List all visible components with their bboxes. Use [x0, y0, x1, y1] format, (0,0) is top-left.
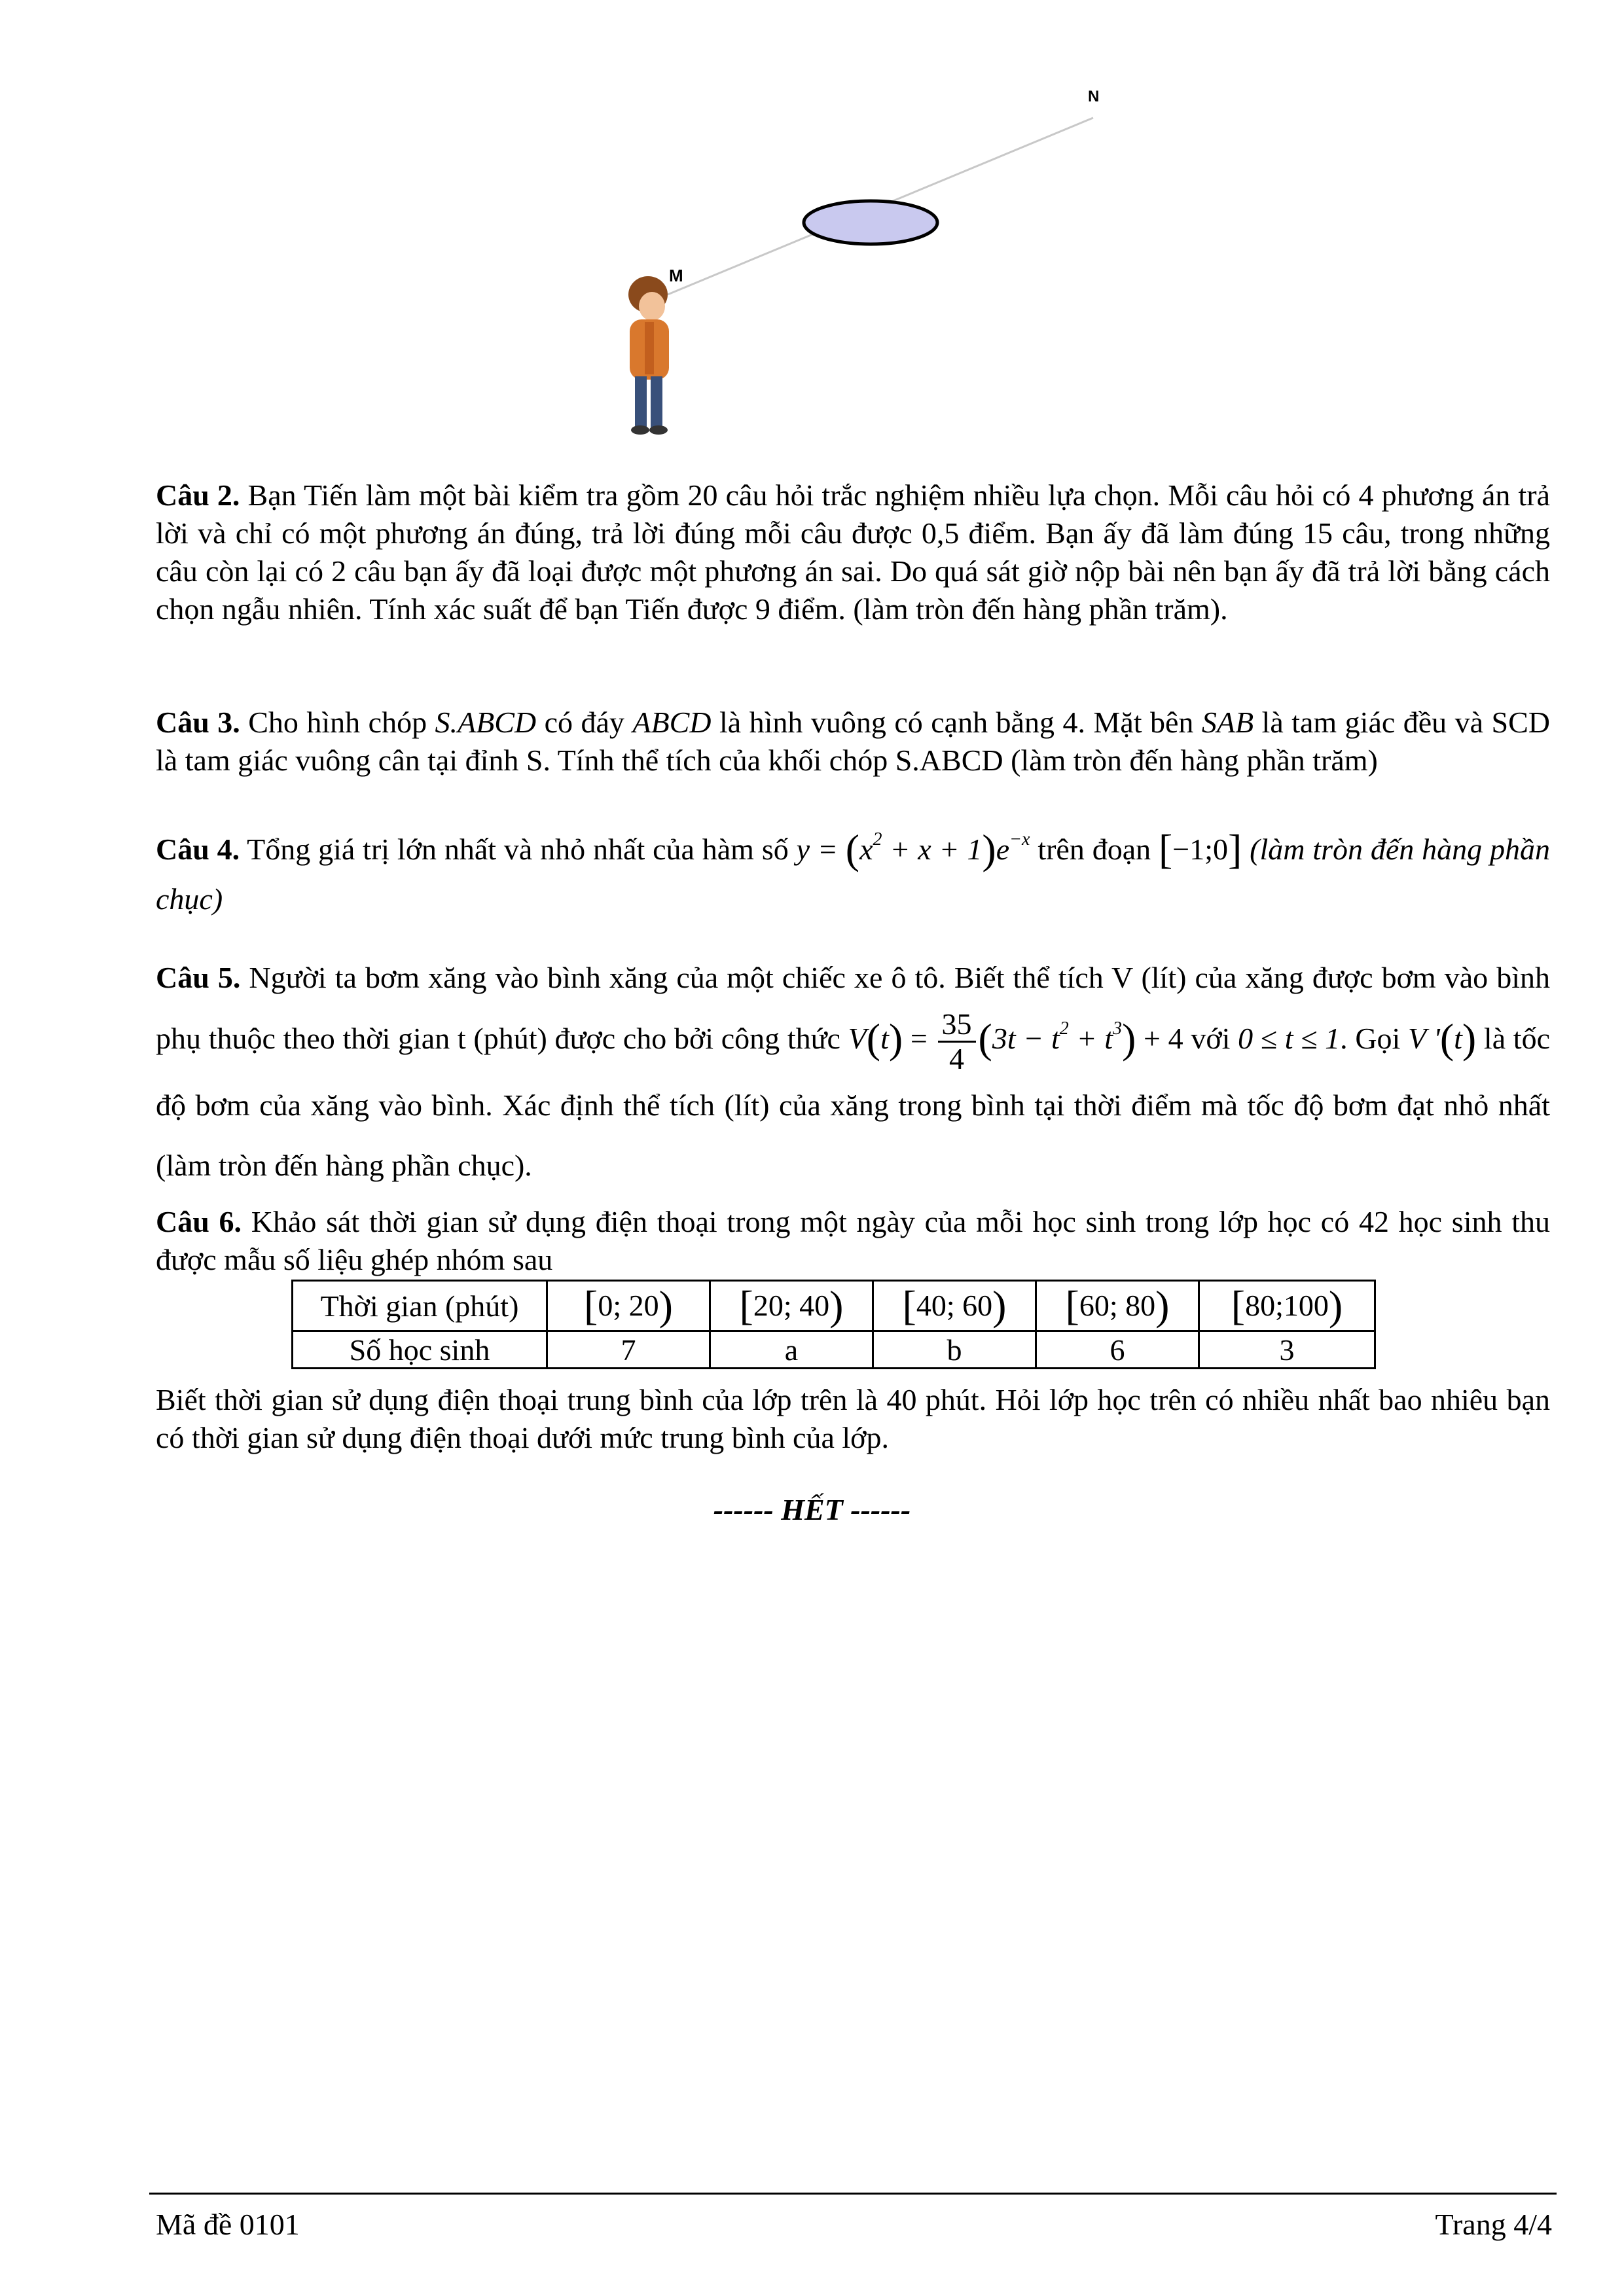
question-3-label: Câu 3. — [156, 706, 240, 739]
table-row — [293, 1281, 1375, 1331]
table-cell: 7 — [547, 1331, 710, 1369]
question-3-text: là hình vuông có cạnh bằng 4. Mặt bên — [711, 706, 1202, 739]
question-4-text: trên đoạn — [1038, 833, 1159, 866]
math-sab: SAB — [1201, 706, 1254, 739]
label-n: N — [1088, 88, 1100, 105]
question-3 — [156, 704, 1550, 780]
frequency-table — [291, 1280, 1376, 1369]
question-3-text: có đáy — [536, 706, 633, 739]
table-row — [293, 1331, 1375, 1369]
question-6-outro: Biết thời gian sử dụng điện thoại trung bình của lớp trên là 40 phút. Hỏi lớp học trên có nhiều nhất bao nhiêu bạn có thời gian sử dụng điện thoại dưới mức trung bình của lớp. — [156, 1383, 1550, 1454]
question-3-text: là tam giác đều và SCD là tam giác vuông cân tại đỉnh S. Tính thể tích của khối chóp S.ABCD (làm tròn đến hàng phần trăm) — [156, 706, 1550, 777]
boy-figure — [628, 276, 669, 435]
question-5-label: Câu 5. — [156, 961, 241, 994]
question-2 — [156, 476, 1550, 628]
volume-formula: V(t) = $\frac{35}{4}$ $(3t - t^2 + t^3) + 4$ — [848, 1007, 1183, 1075]
interval-formula: [−1;0] — [1158, 826, 1242, 872]
table-header-cell: Số học sinh — [293, 1331, 547, 1369]
table-cell: a — [710, 1331, 873, 1369]
table-cell: 6 — [1036, 1331, 1199, 1369]
question-3-text: Cho hình chóp — [240, 706, 435, 739]
table-cell: [60; 80) — [1036, 1281, 1199, 1331]
function-formula: $y = (x^2 + x + 1)e^{-x}$ — [796, 826, 1030, 872]
footer-divider — [149, 2193, 1557, 2195]
exam-code: Mã đề 0101 — [156, 2208, 300, 2241]
label-m: M — [669, 266, 683, 285]
table-cell: [0; 20) — [547, 1281, 710, 1331]
table-cell: b — [873, 1331, 1036, 1369]
sightline-figure — [609, 79, 1132, 445]
question-4-text: Tổng giá trị lớn nhất và nhỏ nhất của hàm số — [240, 833, 797, 866]
table-cell: [40; 60) — [873, 1281, 1036, 1331]
question-4 — [156, 825, 1550, 924]
question-6 — [156, 1203, 1550, 1279]
question-5-text: Người ta bơm xăng vào bình xăng của một chiếc xe ô tô. Biết thể tích V (lít) của xăng được bơm vào bình phụ thuộc theo thời gian t (phút) được cho bởi công thức — [156, 961, 1550, 1056]
question-4-note: (làm tròn đến hàng phần chục) — [156, 833, 1551, 916]
question-5-text: là tốc độ bơm của xăng vào bình. Xác định thể tích (lít) của xăng trong bình tại thời điểm mà tốc độ bơm đạt nhỏ nhất (làm tròn đến hàng phần chục). — [156, 1022, 1551, 1182]
math-abcd: ABCD — [632, 706, 712, 739]
question-2-label: Câu 2. — [156, 478, 240, 512]
math-sabcd: S.ABCD — [435, 706, 537, 739]
page-number: Trang 4/4 — [1435, 2208, 1552, 2241]
table-cell: [80;100) — [1199, 1281, 1375, 1331]
table-cell: [20; 40) — [710, 1281, 873, 1331]
question-5 — [156, 948, 1550, 1196]
question-4-label: Câu 4. — [156, 833, 240, 866]
question-6-label: Câu 6. — [156, 1205, 242, 1238]
question-6-text: Khảo sát thời gian sử dụng điện thoại trong một ngày của mỗi học sinh trong lớp học có 42 học sinh thu được mẫu số liệu ghép nhóm sau — [156, 1205, 1550, 1276]
question-2-text: Bạn Tiến làm một bài kiểm tra gồm 20 câu hỏi trắc nghiệm nhiều lựa chọn. Mỗi câu hỏi có 4 phương án trả lời và chỉ có một phương án đúng, trả lời đúng mỗi câu được 0,5 điểm. Bạn ấy đã làm đúng 15 câu, trong những câu còn lại có 2 câu bạn ấy đã loại được một phương án sai. Do quá sát giờ nộp bài nên bạn ấy đã trả lời bằng cách chọn ngẫu nhiên. Tính xác suất để bạn Tiến được 9 điểm. (làm tròn đến hàng phần trăm). — [156, 478, 1551, 626]
question-5-text: với — [1183, 1022, 1238, 1056]
speed-formula: V '(t) — [1408, 1015, 1477, 1062]
table-cell: 3 — [1199, 1331, 1375, 1369]
table-header-cell: Thời gian (phút) — [293, 1281, 547, 1331]
ellipse-shape — [804, 201, 937, 244]
range-formula: 0 ≤ t ≤ 1 — [1238, 1022, 1341, 1056]
end-marker: ------ HẾT ------ — [713, 1493, 911, 1526]
question-5-text: . Gọi — [1340, 1022, 1409, 1056]
